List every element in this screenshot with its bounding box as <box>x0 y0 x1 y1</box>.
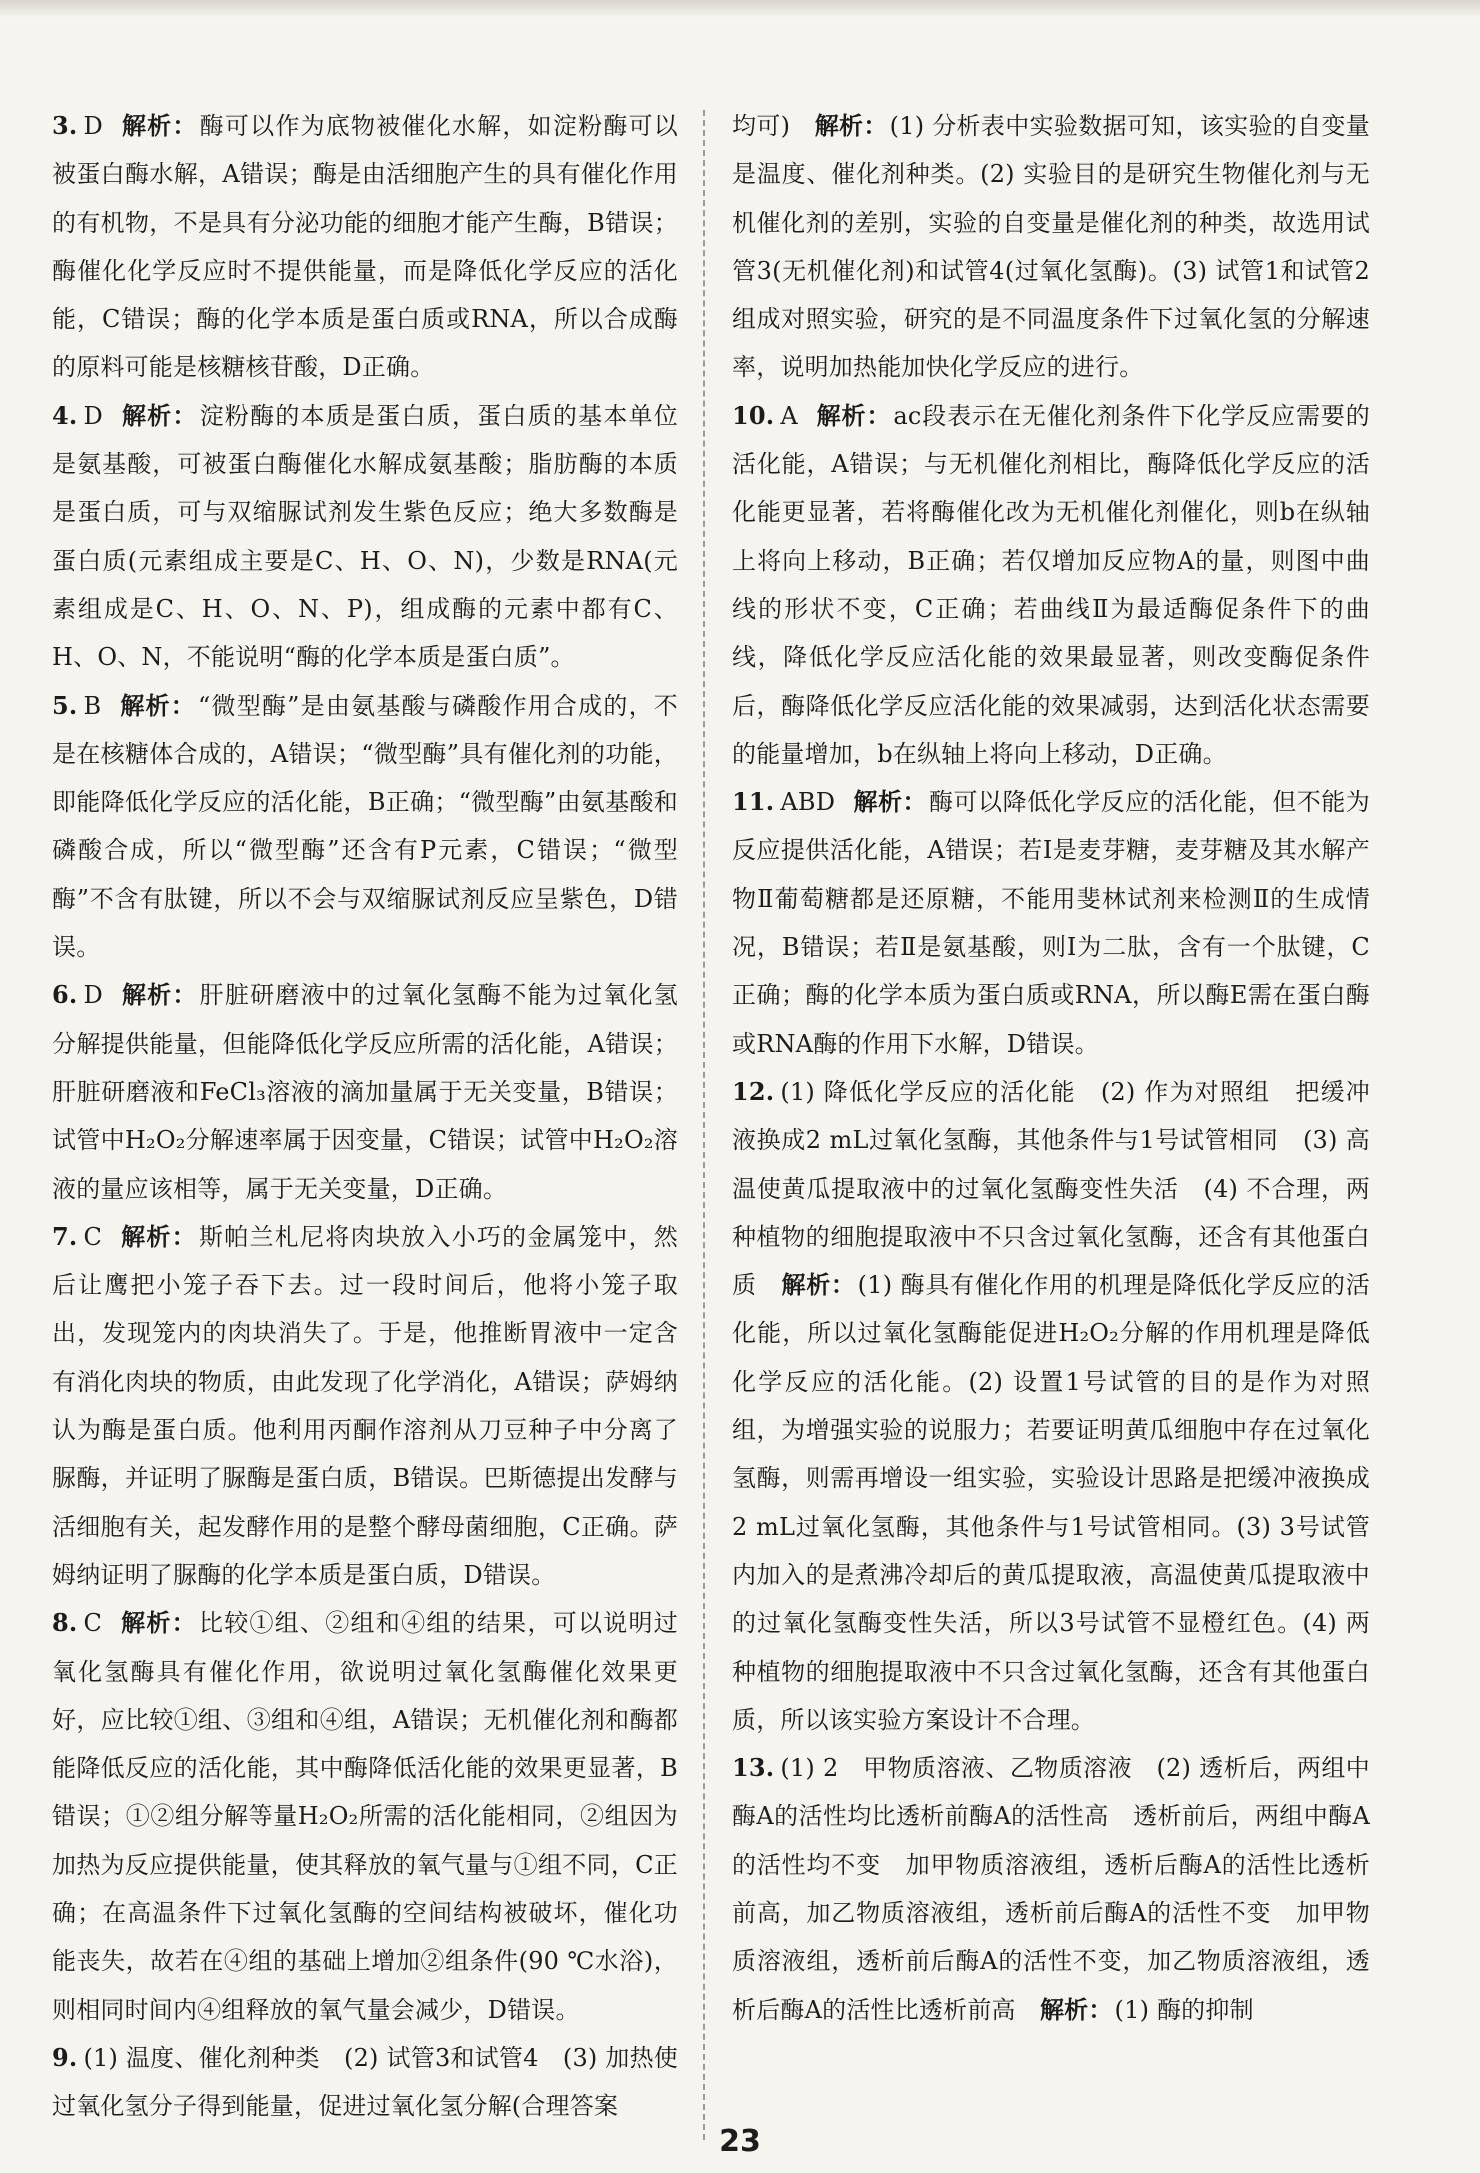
answer-item-4: 4. D 解析：淀粉酶的本质是蛋白质，蛋白质的基本单位是氨基酸，可被蛋白酶催化水解成氨基酸；脂肪酶的本质是蛋白质，可与双缩脲试剂发生紫色反应；绝大多数酶是蛋白质(元素组成主要是C、H、O、N)，少数是RNA(元素组成是C、H、O、N、P)，组成酶的元素中都有C、H、O、N，不能说明“酶的化学本质是蛋白质”。 <box>52 400 678 672</box>
column-divider <box>703 110 705 2140</box>
answer-item-5: 5. B 解析：“微型酶”是由氨基酸与磷酸作用合成的，不是在核糖体合成的，A错误；“微型酶”具有催化剂的功能，即能降低化学反应的活化能，B正确；“微型酶”由氨基酸和磷酸合成，所以“微型酶”还含有P元素，C错误；“微型酶”不含有肽键，所以不会与双缩脲试剂反应呈紫色，D错误。 <box>52 690 678 962</box>
answer-item-9-continued: 均可) 解析：(1) 分析表中实验数据可知，该实验的自变量是温度、催化剂种类。(2) 实验目的是研究生物催化剂与无机催化剂的差别，实验的自变量是催化剂的种类，故选用试管3(无机催化剂)和试管4(过氧化氢酶)。(3) 试管1和试管2组成对照实验，研究的是不同温度条件下过氧化氢的分解速率，说明加热能加快化学反应的进行。 <box>732 111 1370 382</box>
answer-item-3: 3. D 解析：酶可以作为底物被催化水解，如淀粉酶可以被蛋白酶水解，A错误；酶是由活细胞产生的具有催化作用的有机物，不是具有分泌功能的细胞才能产生酶，B错误；酶催化化学反应时不提供能量，而是降低化学反应的活化能，C错误；酶的化学本质是蛋白质或RNA，所以合成酶的原料可能是核糖核苷酸，D正确。 <box>52 111 678 382</box>
answer-item-6: 6. D 解析：肝脏研磨液中的过氧化氢酶不能为过氧化氢分解提供能量，但能降低化学反应所需的活化能，A错误；肝脏研磨液和FeCl₃溶液的滴加量属于无关变量，B错误；试管中H₂O₂分解速率属于因变量，C错误；试管中H₂O₂溶液的量应该相等，属于无关变量，D正确。 <box>52 980 678 1203</box>
page-number: 23 <box>719 2124 761 2159</box>
answer-item-8: 8. C 解析：比较①组、②组和④组的结果，可以说明过氧化氢酶具有催化作用，欲说明过氧化氢酶催化效果更好，应比较①组、③组和④组，A错误；无机催化剂和酶都能降低反应的活化能，其中酶降低活化能的效果更显著，B错误；①②组分解等量H₂O₂所需的活化能相同，②组因为加热为反应提供能量，使其释放的氧气量与①组不同，C正确；在高温条件下过氧化氢酶的空间结构被破坏，催化功能丧失，故若在④组的基础上增加②组条件(90 ℃水浴)，则相同时间内④组释放的氧气量会减少，D错误。 <box>52 1608 678 2024</box>
answer-item-9: 9. (1) 温度、催化剂种类 (2) 试管3和试管4 (3) 加热使过氧化氢分子得到能量，促进过氧化氢分解(合理答案 <box>52 2042 678 2121</box>
scan-shadow <box>0 0 1480 18</box>
right-column <box>732 102 1370 2034</box>
left-column <box>52 102 678 2130</box>
answer-item-7: 7. C 解析：斯帕兰札尼将肉块放入小巧的金属笼中，然后让鹰把小笼子吞下去。过一段时间后，他将小笼子取出，发现笼内的肉块消失了。于是，他推断胃液中一定含有消化肉块的物质，由此发现了化学消化，A错误；萨姆纳认为酶是蛋白质。他利用丙酮作溶剂从刀豆种子中分离了脲酶，并证明了脲酶是蛋白质，B错误。巴斯德提出发酵与活细胞有关，起发酵作用的是整个酵母菌细胞，C正确。萨姆纳证明了脲酶的化学本质是蛋白质，D错误。 <box>52 1221 678 1589</box>
answer-item-12: 12. (1) 降低化学反应的活化能 (2) 作为对照组 把缓冲液换成2 mL过氧化氢酶，其他条件与1号试管相同 (3) 高温使黄瓜提取液中的过氧化氢酶变性失活 (4) 不合理，两种植物的细胞提取液中不只含过氧化氢酶，还含有其他蛋白质 解析：(1) 酶具有催化作用的机理是降低化学反应的活化能，所以过氧化氢酶能促进H₂O₂分解的作用机理是降低化学反应的活化能。(2) 设置1号试管的目的是作为对照组，为增强实验的说服力；若要证明黄瓜细胞中存在过氧化氢酶，则需再增设一组实验，实验设计思路是把缓冲液换成2 mL过氧化氢酶，其他条件与1号试管相同。(3) 3号试管内加入的是煮沸冷却后的黄瓜提取液，高温使黄瓜提取液中的过氧化氢酶变性失活，所以3号试管不显橙红色。(4) 两种植物的细胞提取液中不只含过氧化氢酶，还含有其他蛋白质，所以该实验方案设计不合理。 <box>732 1076 1370 1734</box>
answer-item-11: 11. ABD 解析：酶可以降低化学反应的活化能，但不能为反应提供活化能，A错误；若Ⅰ是麦芽糖，麦芽糖及其水解产物Ⅱ葡萄糖都是还原糖，不能用斐林试剂来检测Ⅱ的生成情况，B错误；若Ⅱ是氨基酸，则Ⅰ为二肽，含有一个肽键，C正确；酶的化学本质为蛋白质或RNA，所以酶E需在蛋白酶或RNA酶的作用下水解，D错误。 <box>732 787 1370 1058</box>
answer-item-13: 13. (1) 2 甲物质溶液、乙物质溶液 (2) 透析后，两组中酶A的活性均比透析前酶A的活性高 透析前后，两组中酶A的活性均不变 加甲物质溶液组，透析后酶A的活性比透析前高，加乙物质溶液组，透析前后酶A的活性不变 加甲物质溶液组，透析前后酶A的活性不变，加乙物质溶液组，透析后酶A的活性比透析前高 解析：(1) 酶的抑制 <box>732 1753 1370 2024</box>
answer-item-10: 10. A 解析：ac段表示在无催化剂条件下化学反应需要的活化能，A错误；与无机催化剂相比，酶降低化学反应的活化能更显著，若将酶催化改为无机催化剂催化，则b在纵轴上将向上移动，B正确；若仅增加反应物A的量，则图中曲线的形状不变，C正确；若曲线Ⅱ为最适酶促条件下的曲线，降低化学反应活化能的效果最显著，则改变酶促条件后，酶降低化学反应活化能的效果减弱，达到活化状态需要的能量增加，b在纵轴上将向上移动，D正确。 <box>732 400 1370 768</box>
